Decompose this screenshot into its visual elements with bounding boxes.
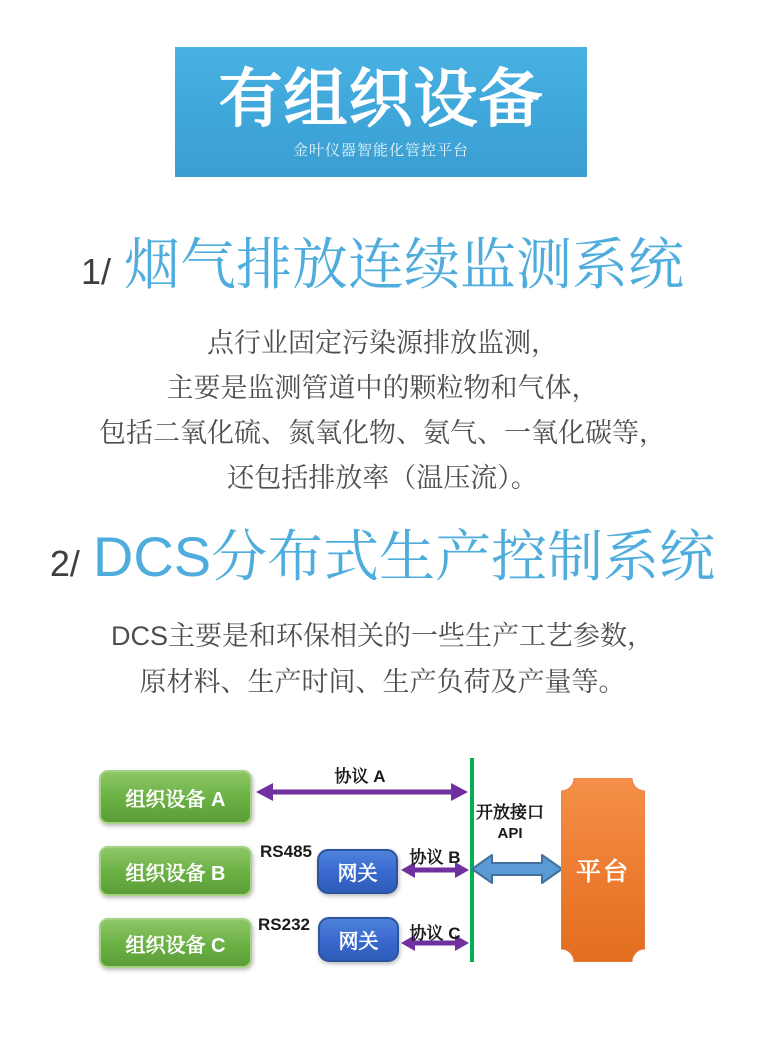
device-box-b (99, 846, 252, 896)
gateway-box-2 (318, 917, 399, 962)
body-line: 还包括排放率（温压流）。 (227, 463, 538, 493)
banner-title: 有组织设备 (218, 62, 544, 135)
section-1-heading (0, 230, 765, 300)
api-label: API (497, 825, 523, 842)
rs485-label: RS485 (260, 842, 312, 861)
section-2-heading (0, 522, 765, 592)
protocol-c-label: 协议 C (409, 924, 461, 943)
banner-subtitle: 金叶仪器智能化管控平台 (292, 142, 469, 160)
body-line: 点行业固定污染源排放监测， (207, 328, 558, 358)
architecture-diagram (0, 740, 765, 1020)
platform-label: 平台 (575, 858, 630, 886)
device-label: 组织设备 A (125, 788, 226, 811)
rs232-label: RS232 (258, 915, 310, 934)
device-box-a (99, 770, 252, 824)
gateway-label: 网关 (337, 863, 378, 885)
body-line: 包括二氧化硫、氮氧化物、氨气、一氧化碳等， (99, 418, 666, 448)
protocol-b-label: 协议 B (409, 848, 461, 867)
device-box-c (99, 918, 252, 968)
section-1-body (0, 321, 765, 501)
section-2-body (0, 613, 765, 705)
open-interface-label: 开放接口 (476, 803, 544, 822)
protocol-a-label: 协议 A (334, 767, 386, 786)
device-label: 组织设备 C (125, 934, 226, 957)
section-2-index: 2/ (49, 543, 80, 584)
body-line: 主要是监测管道中的颗粒物和气体， (166, 373, 599, 403)
section-2-title: DCS分布式生产控制系统 (92, 525, 716, 588)
gateway-label: 网关 (338, 931, 379, 953)
device-label: 组织设备 B (125, 862, 226, 885)
section-1-title: 烟气排放连续监测系统 (124, 233, 685, 296)
api-block-arrow-icon (470, 852, 564, 886)
banner (175, 47, 587, 177)
body-line: DCS主要是和环保相关的一些生产工艺参数， (110, 621, 654, 651)
gateway-box-1 (317, 849, 398, 894)
body-line: 原材料、生产时间、生产负荷及产量等。 (139, 667, 626, 697)
section-1-index: 1/ (80, 251, 112, 292)
